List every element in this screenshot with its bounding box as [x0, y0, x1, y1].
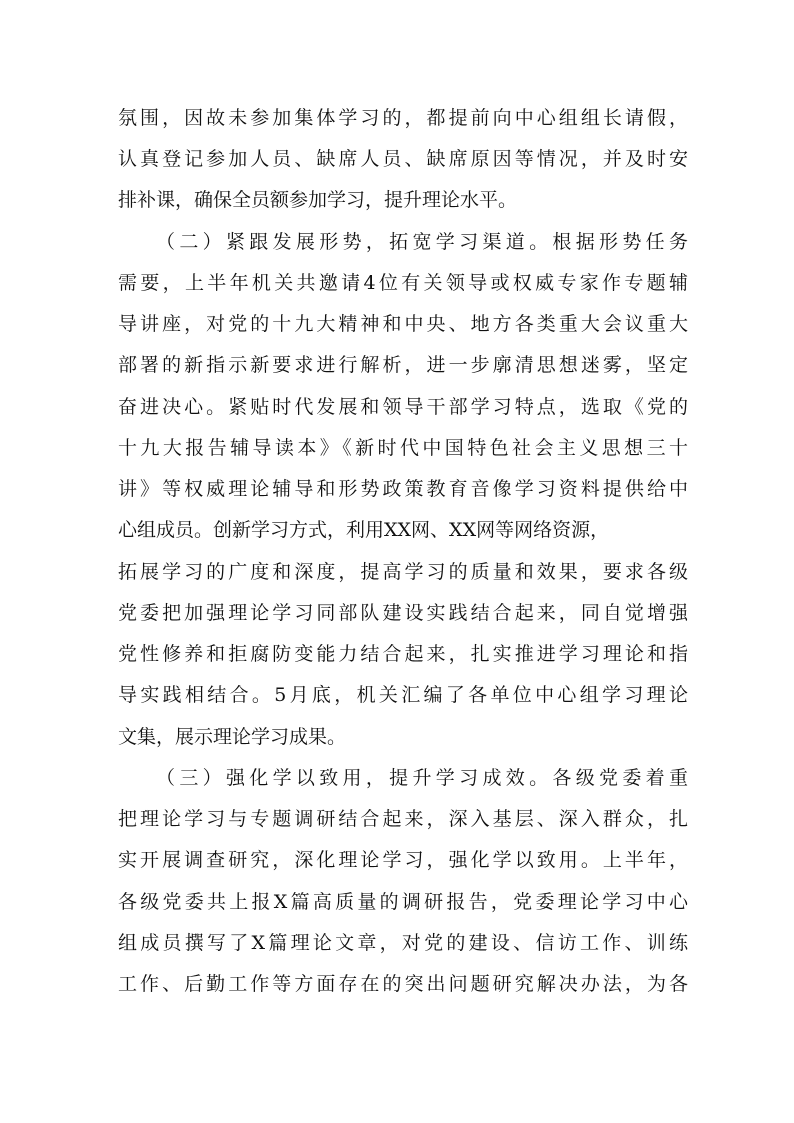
text-line: 各级党委共上报X篇高质量的调研报告，党委理论学习中心	[118, 891, 688, 913]
text-line: 排补课，确保全员额参加学习，提升理论水平。	[118, 189, 518, 211]
text-line: 奋进决心。紧贴时代发展和领导干部学习特点，选取《党的	[118, 396, 688, 418]
text-line: 需要，上半年机关共邀请4位有关领导或权威专家作专题辅	[118, 272, 688, 294]
text-line: 心组成员。创新学习方式，利用XX网、XX网等网络资源，	[118, 519, 610, 541]
text-line: 导讲座，对党的十九大精神和中央、地方各类重大会议重大	[118, 313, 688, 335]
section-heading-line: （二）紧跟发展形势，拓宽学习渠道。根据形势任务	[156, 231, 688, 253]
text-line: 党性修养和拒腐防变能力结合起来，扎实推进学习理论和指	[118, 643, 688, 665]
text-line: 认真登记参加人员、缺席人员、缺席原因等情况，并及时安	[118, 148, 688, 170]
text-line: 文集，展示理论学习成果。	[118, 726, 347, 748]
text-line: 部署的新指示新要求进行解析，进一步廓清思想迷雾，坚定	[118, 354, 688, 376]
text-line: 组成员撰写了X篇理论文章，对党的建设、信访工作、训练	[118, 932, 688, 954]
text-line: 工作、后勤工作等方面存在的突出问题研究解决办法，为各	[118, 973, 688, 995]
section-heading-line: （三）强化学以致用，提升学习成效。各级党委着重	[156, 767, 688, 789]
text-line: 导实践相结合。5月底，机关汇编了各单位中心组学习理论	[118, 684, 688, 706]
text-line: 氛围，因故未参加集体学习的，都提前向中心组组长请假，	[118, 107, 688, 129]
text-line: 党委把加强理论学习同部队建设实践结合起来，同自觉增强	[118, 602, 688, 624]
text-line: 讲》等权威理论辅导和形势政策教育音像学习资料提供给中	[118, 478, 688, 500]
text-line: 十九大报告辅导读本》《新时代中国特色社会主义思想三十	[118, 437, 688, 459]
text-line: 实开展调查研究，深化理论学习，强化学以致用。上半年，	[118, 849, 688, 871]
text-line: 拓展学习的广度和深度，提高学习的质量和效果，要求各级	[118, 561, 688, 583]
text-line: 把理论学习与专题调研结合起来，深入基层、深入群众，扎	[118, 808, 688, 830]
